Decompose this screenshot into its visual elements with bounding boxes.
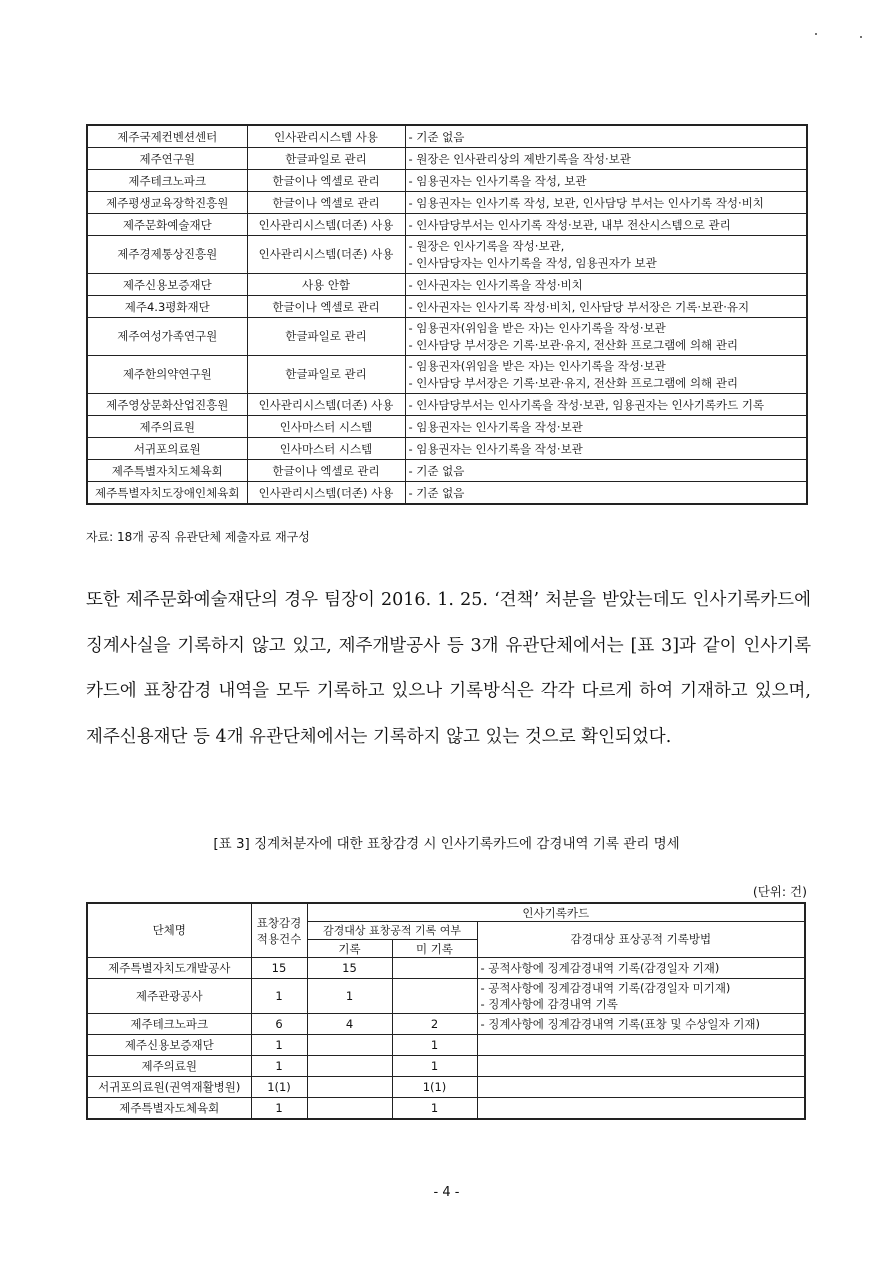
body-paragraph <box>86 578 811 760</box>
table-row <box>87 1056 805 1077</box>
note-line: - 인사담당 부서장은 기록·보관·유지, 전산화 프로그램에 의해 관리 <box>408 337 739 352</box>
record-notes <box>405 274 807 296</box>
recorded-count <box>307 1098 392 1120</box>
page-number: - 4 - <box>433 1185 460 1200</box>
applied-count: 1 <box>251 1035 307 1056</box>
management-method: 인사마스터 시스템 <box>247 438 405 460</box>
record-notes <box>405 356 807 394</box>
org-name: 제주4.3평화재단 <box>87 296 247 318</box>
method-line: - 공적사항에 징계감경내역 기록(감경일자 기재) <box>480 960 720 975</box>
management-method: 한글이나 엑셀로 관리 <box>247 170 405 192</box>
table-row <box>87 274 807 296</box>
org-name: 제주특별자도체육회 <box>87 1098 251 1120</box>
org-name: 제주평생교육장학진흥원 <box>87 192 247 214</box>
org-name: 제주특별자치도장애인체육회 <box>87 482 247 505</box>
header-card: 인사기록카드 <box>307 903 805 922</box>
scan-speck <box>860 36 862 38</box>
org-name: 제주경제통상진흥원 <box>87 236 247 274</box>
paragraph-text: 또한 제주문화예술재단의 경우 팀장이 2016. 1. 25. ‘견책’ 처분을 받았는데도 인사기록카드에 징계사실을 기록하지 않고 있고, 제주개발공사 등 3개 유관단체에서는 [표 3]과 같이 인사기록카드에 표창감경 내역을 모두 기록하고 있으나 기록방식은 각각 다르게 하여 기재하고 있으며, 제주신용재단 등 4개 유관단체에서는 기록하지 않고 있는 것으로 확인되었다. <box>86 590 811 747</box>
scan-speck <box>815 33 817 35</box>
management-method: 한글이나 엑셀로 관리 <box>247 460 405 482</box>
record-notes <box>405 318 807 356</box>
header-org: 단체명 <box>87 903 251 958</box>
note-line: - 기준 없음 <box>408 485 465 500</box>
management-method: 한글파일로 관리 <box>247 148 405 170</box>
recorded-count <box>307 1035 392 1056</box>
management-method: 인사관리시스템(더존) 사용 <box>247 214 405 236</box>
note-line: - 임용권자는 인사기록 작성, 보관, 인사담당 부서는 인사기록 작성·비치 <box>408 195 764 210</box>
applied-count: 1 <box>251 1098 307 1120</box>
note-line: - 기준 없음 <box>408 129 465 144</box>
management-method: 한글파일로 관리 <box>247 318 405 356</box>
management-method: 인사관리시스템(더존) 사용 <box>247 236 405 274</box>
record-notes <box>405 214 807 236</box>
management-method: 인사관리시스템 사용 <box>247 125 405 148</box>
table-row <box>87 460 807 482</box>
record-method <box>477 1056 805 1077</box>
management-method: 인사마스터 시스템 <box>247 416 405 438</box>
note-line: - 인사담당부서는 인사기록 작성·보관, 내부 전산시스템으로 관리 <box>408 217 731 232</box>
org-name: 제주의료원 <box>87 1056 251 1077</box>
note-line: - 인사권자는 인사기록 작성·비치, 인사담당 부서장은 기록·보관·유지 <box>408 299 750 314</box>
org-name: 제주관광공사 <box>87 979 251 1014</box>
table-row <box>87 438 807 460</box>
method-line: - 징계사항에 징계감경내역 기록(표창 및 수상일자 기재) <box>480 1016 760 1031</box>
note-line: - 인사담당 부서장은 기록·보관·유지, 전산화 프로그램에 의해 관리 <box>408 375 739 390</box>
org-name: 서귀포의료원 <box>87 438 247 460</box>
recorded-count: 4 <box>307 1014 392 1035</box>
recorded-count <box>307 1056 392 1077</box>
note-line: - 인사담당자는 인사기록을 작성, 임용권자가 보관 <box>408 255 657 270</box>
management-method: 사용 안함 <box>247 274 405 296</box>
record-notes <box>405 438 807 460</box>
record-notes <box>405 394 807 416</box>
org-name: 제주연구원 <box>87 148 247 170</box>
record-notes <box>405 148 807 170</box>
table-row <box>87 125 807 148</box>
table-row <box>87 482 807 505</box>
note-line: - 원장은 인사기록을 작성·보관, <box>408 238 565 253</box>
record-notes <box>405 460 807 482</box>
table-row <box>87 296 807 318</box>
table-row <box>87 318 807 356</box>
org-name: 제주여성가족연구원 <box>87 318 247 356</box>
record-notes <box>405 170 807 192</box>
management-method: 인사관리시스템(더존) 사용 <box>247 482 405 505</box>
management-method: 한글파일로 관리 <box>247 356 405 394</box>
not-recorded-count: 1(1) <box>392 1077 477 1098</box>
org-name: 제주의료원 <box>87 416 247 438</box>
management-method: 한글이나 엑셀로 관리 <box>247 192 405 214</box>
commendation-table-body <box>87 958 805 1120</box>
table-row <box>87 214 807 236</box>
note-line: - 임용권자는 인사기록을 작성, 보관 <box>408 173 587 188</box>
management-method: 한글이나 엑셀로 관리 <box>247 296 405 318</box>
record-notes <box>405 236 807 274</box>
applied-count: 6 <box>251 1014 307 1035</box>
note-line: - 기준 없음 <box>408 463 465 478</box>
not-recorded-count <box>392 958 477 979</box>
table-row <box>87 170 807 192</box>
record-method <box>477 1014 805 1035</box>
header-count: 표창감경 적용건수 <box>251 903 307 958</box>
org-name: 제주영상문화산업진흥원 <box>87 394 247 416</box>
record-notes <box>405 296 807 318</box>
org-name: 제주특별자치도체육회 <box>87 460 247 482</box>
method-line: - 공적사항에 징계감경내역 기록(감경일자 미기재) <box>480 981 731 995</box>
applied-count: 1(1) <box>251 1077 307 1098</box>
recorded-count: 15 <box>307 958 392 979</box>
org-name: 제주특별자치도개발공사 <box>87 958 251 979</box>
table-row <box>87 394 807 416</box>
org-name: 서귀포의료원(권역재활병원) <box>87 1077 251 1098</box>
table-row <box>87 148 807 170</box>
recorded-count <box>307 1077 392 1098</box>
record-notes <box>405 482 807 505</box>
commendation-reduction-table <box>86 902 806 1120</box>
hr-records-table <box>86 124 808 505</box>
org-name: 제주문화예술재단 <box>87 214 247 236</box>
record-notes <box>405 125 807 148</box>
table3-unit: (단위: 건) <box>752 884 807 899</box>
record-notes <box>405 192 807 214</box>
not-recorded-count: 2 <box>392 1014 477 1035</box>
org-name: 제주테크노파크 <box>87 1014 251 1035</box>
table-row <box>87 1035 805 1056</box>
table-row <box>87 1014 805 1035</box>
org-name: 제주신용보증재단 <box>87 1035 251 1056</box>
header-method: 감경대상 표상공적 기록방법 <box>477 922 805 958</box>
table3-title: [표 3] 징계처분자에 대한 표창감경 시 인사기록카드에 감경내역 기록 관리 명세 <box>213 836 680 852</box>
not-recorded-count: 1 <box>392 1035 477 1056</box>
not-recorded-count: 1 <box>392 1056 477 1077</box>
note-line: - 임용권자(위임을 받은 자)는 인사기록을 작성·보관 <box>408 320 666 335</box>
record-method <box>477 1077 805 1098</box>
record-method <box>477 979 805 1014</box>
record-method <box>477 958 805 979</box>
header-recorded-question: 감경대상 표창공적 기록 여부 <box>307 922 477 940</box>
note-line: - 임용권자는 인사기록을 작성·보관 <box>408 441 583 456</box>
source-note: 자료: 18개 공직 유관단체 제출자료 재구성 <box>86 530 310 544</box>
record-method <box>477 1035 805 1056</box>
applied-count: 1 <box>251 979 307 1014</box>
table-row <box>87 236 807 274</box>
record-notes <box>405 416 807 438</box>
org-name: 제주신용보증재단 <box>87 274 247 296</box>
note-line: - 임용권자(위임을 받은 자)는 인사기록을 작성·보관 <box>408 358 666 373</box>
applied-count: 1 <box>251 1056 307 1077</box>
record-method <box>477 1098 805 1120</box>
note-line: - 인사권자는 인사기록을 작성·비치 <box>408 277 583 292</box>
header-not-recorded: 미 기록 <box>392 940 477 958</box>
note-line: - 임용권자는 인사기록을 작성·보관 <box>408 419 583 434</box>
table-row <box>87 192 807 214</box>
note-line: - 원장은 인사관리상의 제반기록을 작성·보관 <box>408 151 631 166</box>
table-row <box>87 416 807 438</box>
management-method: 인사관리시스템(더존) 사용 <box>247 394 405 416</box>
table-row <box>87 1077 805 1098</box>
note-line: - 인사담당부서는 인사기록을 작성·보관, 임용권자는 인사기록카드 기록 <box>408 397 765 412</box>
recorded-count: 1 <box>307 979 392 1014</box>
table-row <box>87 356 807 394</box>
org-name: 제주한의약연구원 <box>87 356 247 394</box>
table-row <box>87 1098 805 1120</box>
org-name: 제주테크노파크 <box>87 170 247 192</box>
table-row <box>87 979 805 1014</box>
hr-records-table-body <box>87 125 807 504</box>
not-recorded-count <box>392 979 477 1014</box>
not-recorded-count: 1 <box>392 1098 477 1120</box>
org-name: 제주국제컨벤션센터 <box>87 125 247 148</box>
table-row <box>87 958 805 979</box>
method-line: - 징계사항에 감경내역 기록 <box>480 997 618 1011</box>
applied-count: 15 <box>251 958 307 979</box>
header-recorded: 기록 <box>307 940 392 958</box>
